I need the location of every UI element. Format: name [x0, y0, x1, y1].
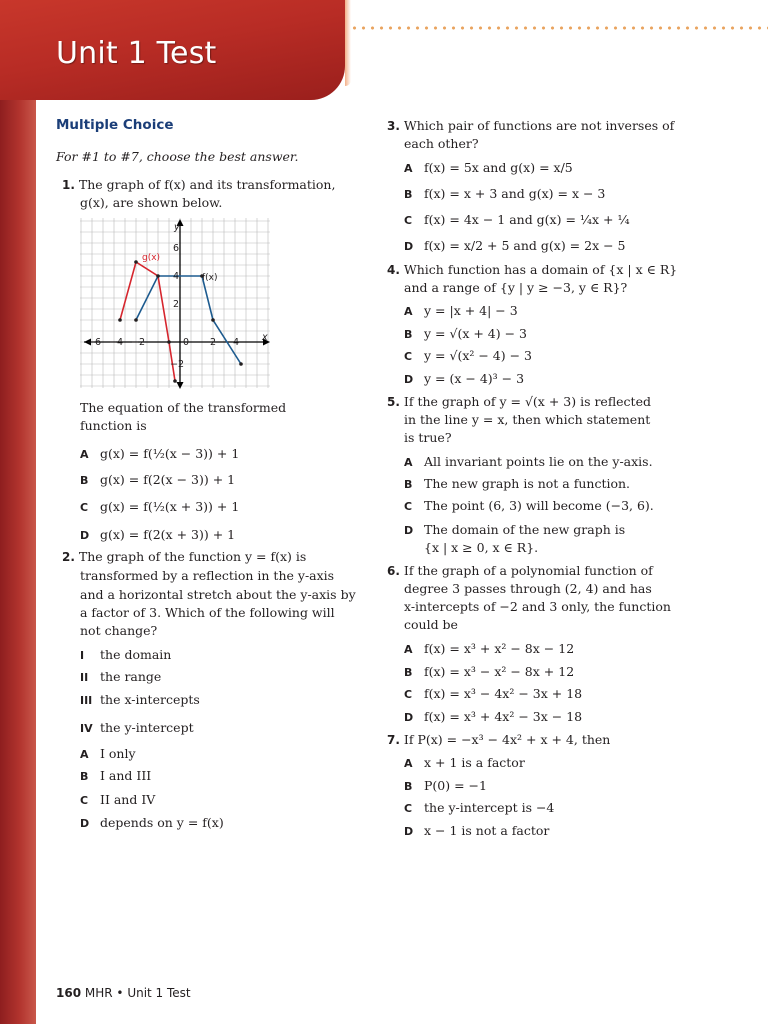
page-footer	[56, 986, 191, 1000]
q4-choice-d[interactable]: D y = (x − 4)³ − 3	[404, 371, 525, 386]
dotted-rule	[350, 26, 768, 30]
q1-after-2: function is	[80, 418, 147, 433]
q4-number: 4.	[387, 263, 400, 277]
q2-option-iii: III the x-intercepts	[80, 692, 200, 707]
section-intro: For #1 to #7, choose the best answer.	[56, 149, 299, 164]
q5-number: 5.	[387, 395, 400, 409]
y-tick-label: 2	[173, 299, 180, 310]
q5-line-3: is true?	[404, 430, 452, 445]
g-curve	[120, 262, 175, 381]
q3-choice-c[interactable]: C f(x) = 4x − 1 and g(x) = ¼x + ¼	[404, 212, 630, 227]
q2-line-4: a factor of 3. Which of the following will	[80, 605, 335, 620]
q5-choice-c[interactable]: C The point (6, 3) will become (−3, 6).	[404, 498, 654, 513]
f-label: f(x)	[202, 273, 218, 283]
page-title: Unit 1 Test	[56, 36, 217, 71]
q4-choice-a[interactable]: A y = |x + 4| − 3	[404, 303, 518, 318]
q6-choice-d[interactable]: D f(x) = x³ + 4x² − 3x − 18	[404, 709, 583, 724]
q2-option-iv: IV the y-intercept	[80, 720, 194, 735]
x-tick-label: −4	[109, 337, 124, 348]
q5-choice-a[interactable]: A All invariant points lie on the y-axis.	[404, 454, 653, 469]
q3-choice-a[interactable]: A f(x) = 5x and g(x) = x/5	[404, 160, 573, 175]
q1-line-2: g(x), are shown below.	[80, 195, 223, 210]
q1-line-1: 1. The graph of f(x) and its transformation,	[62, 177, 336, 192]
q1-number: 1.	[62, 178, 75, 192]
q6-choice-a[interactable]: A f(x) = x³ + x² − 8x − 12	[404, 641, 575, 656]
q6-number: 6.	[387, 564, 400, 578]
y-tick-label: −2	[170, 359, 185, 370]
q7-line-1: 7. If P(x) = −x³ − 4x² + x + 4, then	[387, 732, 611, 747]
q1-after-1: The equation of the transformed	[80, 400, 287, 415]
q2-line-2: transformed by a reflection in the y-axis	[80, 568, 335, 583]
q7-choice-b[interactable]: B P(0) = −1	[404, 778, 487, 793]
q6-line-1: 6. If the graph of a polynomial function of	[387, 563, 653, 578]
q5-choice-d[interactable]: D The domain of the new graph is	[404, 522, 626, 537]
q3-choice-b[interactable]: B f(x) = x + 3 and g(x) = x − 3	[404, 186, 606, 201]
q1-choice-d[interactable]: D g(x) = f(2(x + 3)) + 1	[80, 527, 236, 542]
q7-choice-c[interactable]: C the y-intercept is −4	[404, 800, 555, 815]
y-axis-down-arrow-icon	[177, 382, 184, 389]
x-tick-label: 4	[233, 337, 240, 348]
q2-line-3: and a horizontal stretch about the y-axis by	[80, 587, 356, 602]
q6-choice-c[interactable]: C f(x) = x³ − 4x² − 3x + 18	[404, 686, 583, 701]
q5-line-2: in the line y = x, then which statement	[404, 412, 651, 427]
page-number: 160	[56, 986, 82, 1000]
y-axis-label: y	[174, 222, 180, 233]
q7-choice-d[interactable]: D x − 1 is not a factor	[404, 823, 550, 838]
x-axis-label: x	[262, 332, 268, 343]
q3-line-2: each other?	[404, 136, 479, 151]
q2-line-5: not change?	[80, 623, 158, 638]
q2-choice-c[interactable]: C II and IV	[80, 792, 156, 807]
q4-choice-b[interactable]: B y = √(x + 4) − 3	[404, 326, 527, 341]
x-tick-label: −6	[87, 337, 102, 348]
q3-line-1: 3. Which pair of functions are not inverses of	[387, 118, 675, 133]
y-tick-label: 4	[173, 271, 180, 282]
q2-number: 2.	[62, 550, 75, 564]
q6-line-3: x-intercepts of −2 and 3 only, the function	[404, 599, 671, 614]
q7-number: 7.	[387, 733, 400, 747]
q4-choice-c[interactable]: C y = √(x² − 4) − 3	[404, 348, 533, 363]
q6-choice-b[interactable]: B f(x) = x³ − x² − 8x + 12	[404, 664, 575, 679]
q5-choice-d-line-2: {x | x ≥ 0, x ∈ R}.	[424, 540, 539, 555]
x-tick-label: 2	[210, 337, 217, 348]
q1-choice-a[interactable]: A g(x) = f(½(x − 3)) + 1	[80, 446, 240, 461]
q4-line-2: and a range of {y | y ≥ −3, y ∈ R}?	[404, 280, 628, 295]
q2-option-i: I the domain	[80, 647, 172, 662]
q3-choice-d[interactable]: D f(x) = x/2 + 5 and g(x) = 2x − 5	[404, 238, 626, 253]
q5-choice-b[interactable]: B The new graph is not a function.	[404, 476, 631, 491]
q2-line-1: 2. The graph of the function y = f(x) is	[62, 549, 307, 564]
q2-choice-a[interactable]: A I only	[80, 746, 136, 761]
q1-choice-b[interactable]: B g(x) = f(2(x − 3)) + 1	[80, 472, 236, 487]
q5-line-1: 5. If the graph of y = √(x + 3) is reflected	[387, 394, 651, 409]
q1-choice-c[interactable]: C g(x) = f(½(x + 3)) + 1	[80, 499, 240, 514]
q2-option-ii: II the range	[80, 669, 162, 684]
g-label: g(x)	[142, 253, 161, 263]
footer-text: MHR • Unit 1 Test	[84, 986, 191, 1000]
section-title: Multiple Choice	[56, 117, 174, 133]
q2-choice-d[interactable]: D depends on y = f(x)	[80, 815, 224, 830]
q6-line-4: could be	[404, 617, 458, 632]
x-tick-label: 0	[183, 337, 190, 348]
x-tick-label: −2	[131, 337, 146, 348]
q1-graph	[80, 218, 270, 390]
y-tick-label: 6	[173, 243, 180, 254]
q7-choice-a[interactable]: A x + 1 is a factor	[404, 755, 525, 770]
left-sidebar-band	[0, 0, 36, 1024]
q4-line-1: 4. Which function has a domain of {x | x ∈ R}	[387, 262, 678, 277]
q6-line-2: degree 3 passes through (2, 4) and has	[404, 581, 652, 596]
q3-number: 3.	[387, 119, 400, 133]
q2-choice-b[interactable]: B I and III	[80, 768, 152, 783]
